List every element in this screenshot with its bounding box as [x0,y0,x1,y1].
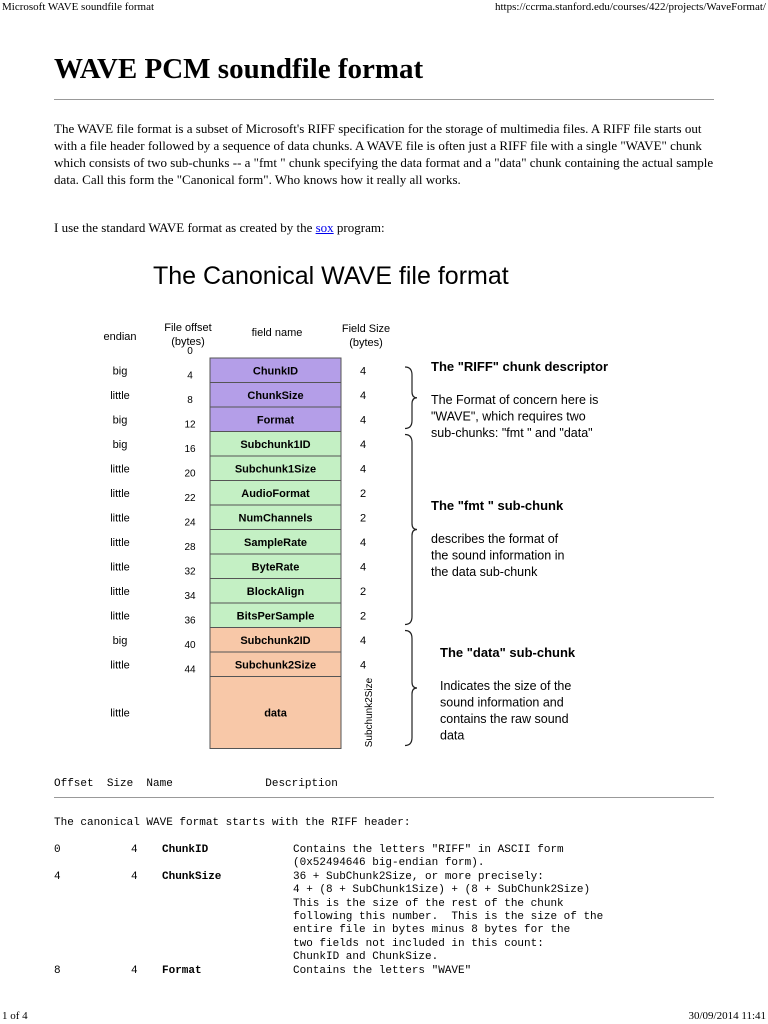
field-size: 4 [359,438,367,451]
field-name: NumChannels [238,512,313,525]
row-description-line: 4 + (8 + SubChunk1Size) + (8 + SubChunk2Size) [293,884,591,897]
offset-label: 24 [184,517,196,529]
field-row-byterate [110,554,366,579]
field-row-blockalign [110,579,366,604]
field-row-subchunk2id [113,628,366,653]
field-size: 4 [359,659,367,672]
table-header-row [54,778,338,791]
field-row-subchunk2size [110,652,366,677]
field-name: ChunkSize [247,389,304,402]
riff-annotation-title: The "RIFF" chunk descriptor [431,359,609,374]
row-description-line: (0x52494646 big-endian form). [293,857,485,870]
row-size: 4 [131,964,138,977]
offset-header-line1: File offset [164,322,212,334]
field-row-numchannels [110,505,366,530]
riff-header-intro: The canonical WAVE format starts with the RIFF header: [54,817,411,829]
row-description-line: 36 + SubChunk2Size, or more precisely: [293,870,544,883]
fmt-annotation-description-line: the sound information in [431,548,565,563]
field-size: Subchunk2Size [364,677,375,748]
sox-paragraph [54,219,719,236]
fmt-annotation-description-line: the data sub-chunk [431,565,538,579]
row-description-line: two fields not included in this count: [293,937,544,950]
field-size: 4 [359,389,367,402]
offset-label: 4 [187,370,193,382]
field-name: Subchunk2ID [240,634,311,647]
field-row-format [113,407,366,432]
offset-label: 36 [184,615,196,627]
field-endian: little [110,512,130,525]
field-endian: little [110,561,130,574]
row-description-line: ChunkID and ChunkSize. [293,951,439,964]
riff-brace [405,367,417,429]
field-row-data [110,677,375,749]
field-name: data [264,707,287,720]
intro-paragraph: The WAVE file format is a subset of Microsoft's RIFF specification for the storage of multimedia files. A RIFF file starts out with a file header followed by a sequence of data chunks. A WAVE file is often just a RIFF file with a single "WAVE" chunk which consists of two sub-chunks -- a "fmt " chunk specifying the data format and a "data" chunk containing the actual sample data. Call this form the "Canonical form". Who knows how it really all works. [54,121,714,187]
field-row-chunkid [113,358,366,383]
field-name: BitsPerSample [236,610,315,623]
riff-annotation-description-line: sub-chunks: "fmt " and "data" [431,426,593,440]
col-size-header: Size [106,778,134,790]
field-size: 4 [359,561,367,574]
data-annotation-description-line: Indicates the size of the [440,679,572,693]
row-description-line: Contains the letters "RIFF" in ASCII form [293,844,564,856]
riff-annotation-description-line: The Format of concern here is [431,393,599,407]
row-size: 4 [131,844,138,856]
browser-header-title: Microsoft WAVE soundfile format [2,1,155,13]
offset-label: 28 [184,542,196,553]
offset-label: 12 [184,419,196,431]
row-description-line: This is the size of the rest of the chunk [293,897,564,910]
data-annotation-description-line: contains the raw sound [440,712,569,726]
offset-label: 34 [184,591,196,602]
field-size: 2 [359,487,367,500]
field-row-chunksize [110,383,366,408]
size-header-line1: Field Size [341,323,391,335]
data-annotation-title: The "data" sub-chunk [440,645,576,660]
field-name: Subchunk2Size [234,659,317,672]
size-header-line2: (bytes) [349,337,383,349]
field-name: ByteRate [251,561,300,574]
row-description-line: entire file in bytes minus 8 bytes for the [293,924,571,937]
canonical-wave-diagram [85,248,685,768]
field-endian: little [110,536,130,549]
offset-label: 22 [184,493,196,504]
offset-label: 20 [184,468,196,480]
field-endian: big [112,438,128,451]
field-rows [110,346,375,749]
row-offset: 8 [54,964,61,977]
col-description-header: Description [265,778,338,790]
field-endian: little [110,585,130,598]
offset-header-line2: (bytes) [171,336,205,348]
page-title: WAVE PCM soundfile format [54,53,424,85]
col-offset-header: Offset [54,778,94,790]
row-size: 4 [131,870,138,883]
sox-link[interactable]: sox [315,220,334,235]
data-brace [405,631,417,746]
field-endian: little [110,610,130,623]
field-size: 2 [359,512,367,525]
field-size: 2 [359,585,367,598]
section-braces [405,367,417,746]
row-offset: 0 [54,844,61,856]
browser-header-url: https://ccrma.stanford.edu/courses/422/projects/WaveFormat/ [495,1,766,13]
field-name: AudioFormat [241,487,310,500]
field-name: ChunkID [252,365,299,378]
field-size: 4 [359,536,367,549]
field-size: 4 [359,365,367,378]
field-endian: big [112,634,128,647]
field-endian: big [112,365,128,378]
print-timestamp: 30/09/2014 11:41 [688,1010,766,1022]
data-annotation-description-line: sound information and [440,695,564,710]
field-endian: little [110,659,130,672]
field-row-subchunk1id [113,432,366,457]
fmt-annotation-title: The "fmt " sub-chunk [431,498,564,513]
section-annotations [431,359,608,743]
page-number: 1 of 4 [2,1010,28,1022]
field-name: Subchunk1Size [234,463,317,476]
field-name-header: field name [251,327,303,339]
row-description-line: following this number. This is the size of the [293,911,604,923]
endian-header: endian [103,331,137,343]
field-endian: little [110,487,130,500]
field-row-bitspersample [110,603,366,628]
row-description-line: Contains the letters "WAVE" [293,964,472,977]
field-size: 2 [359,610,367,623]
field-row-audioformat [110,481,366,506]
field-name: Subchunk1ID [240,438,311,451]
row-name: ChunkID [162,844,209,856]
table-header-divider [54,797,714,798]
offset-label: 0 [187,346,193,357]
row-offset: 4 [54,870,61,883]
fmt-brace [405,435,417,625]
field-endian: big [112,414,128,427]
offset-label: 16 [184,444,196,455]
col-name-header: Name [146,778,173,790]
diagram-title: The Canonical WAVE file format [153,262,509,290]
field-name: Format [256,414,295,427]
offset-label: 8 [187,395,193,406]
offset-label: 40 [184,640,196,651]
field-endian: little [110,463,130,476]
row-name: ChunkSize [162,870,222,883]
field-endian: little [110,389,130,402]
data-annotation-description-line: data [440,728,465,743]
title-divider [54,99,714,100]
field-name: SampleRate [244,536,307,549]
field-size: 4 [359,634,367,647]
riff-annotation-description-line: "WAVE", which requires two [431,409,586,424]
field-endian: little [110,707,130,720]
offset-label: 32 [184,566,196,578]
field-name: BlockAlign [246,585,305,598]
offset-label: 44 [184,664,196,676]
field-size: 4 [359,414,367,427]
fmt-annotation-description-line: describes the format of [431,532,559,546]
field-row-samplerate [110,530,366,555]
field-size: 4 [359,463,367,476]
row-name: Format [162,964,202,977]
sox-text-after: program: [333,220,385,235]
sox-text-before: I use the standard WAVE format as created by the [54,220,316,235]
field-row-subchunk1size [110,456,366,481]
